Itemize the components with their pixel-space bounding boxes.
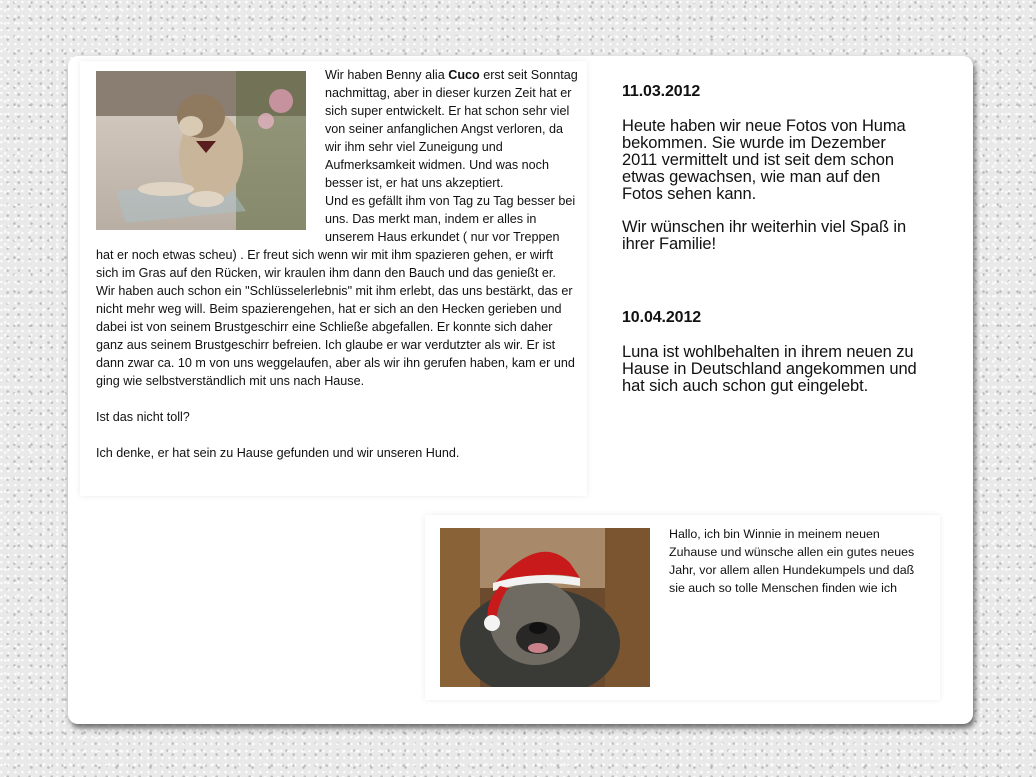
story-text: Wir haben Benny alia	[325, 68, 449, 82]
news-text: Luna ist wohlbehalten in ihrem neuen zu Hause in Deutschland angekommen und hat sich auch schon gut eingelebt.	[622, 343, 917, 395]
story-paragraph-3: Ist das nicht toll?	[96, 410, 190, 424]
news-text: Heute haben wir neue Fotos von Huma bekommen. Sie wurde im Dezember 2011 vermittelt und ist seit dem schon etwas gewachsen, wie man auf den Fotos sehen kann.	[622, 117, 906, 203]
news-date: 11.03.2012	[622, 83, 701, 100]
dog-name: Cuco	[448, 68, 480, 82]
news-item-2	[622, 309, 922, 395]
photo-spacer	[96, 66, 325, 234]
story-paragraph-4: Ich denke, er hat sein zu Hause gefunden und wir unseren Hund.	[96, 446, 460, 460]
news-item-1	[622, 83, 922, 253]
story-paragraph-2: Und es gefällt ihm von Tag zu Tag besser bei uns. Das merkt man, indem er alles in unserem Haus erkundet ( nur vor Treppen hat er noch etwas scheu) . Er freut sich wenn wir mit ihm spazieren gehen, er wirft sich im Gras auf den Rücken, wir kraulen ihm dann den Bauch und das genießt er. Wir haben auch schon ein "Schlüsselerlebnis" mit ihm erlebt, das uns bestärkt, das er nicht mehr weg will. Beim spazierengehen, hat er sich an den Hecken gerieben und dabei ist von seinem Brustgeschirr eine Schließe abgefallen. Er konnte sich daher ganz aus seinem Brustgeschirr befreien. Ich glaube er war verdutzter als wir. Er ist dann zwar ca. 10 m von uns weggelaufen, aber als wir ihn gerufen haben, kam er und ging wie selbstverständlich mit uns nach Hause.	[96, 194, 576, 388]
story-text: erst seit Sonntag nachmittag, aber in dieser kurzen Zeit hat er sich super entwickelt. Er hat schon sehr viel von seiner anfanglichen Angst verloren, da wir ihm sehr viel Zuneigung und Aufmerksamkeit widmen. Und was noch besser ist, er hat uns akzeptiert.	[325, 68, 578, 190]
adoption-story	[96, 66, 578, 462]
dog-photo-winnie	[440, 528, 650, 687]
winnie-caption: Hallo, ich bin Winnie in meinem neuen Zuhause und wünsche allen ein gutes neues Jahr, vor allem allen Hundekumpels und daß sie auch so tolle Menschen finden wie ich	[669, 527, 915, 595]
story-paragraph-1	[325, 66, 578, 192]
news-date: 10.04.2012	[622, 309, 702, 326]
news-text: Wir wünschen ihr weiterhin viel Spaß in ihrer Familie!	[622, 218, 907, 253]
